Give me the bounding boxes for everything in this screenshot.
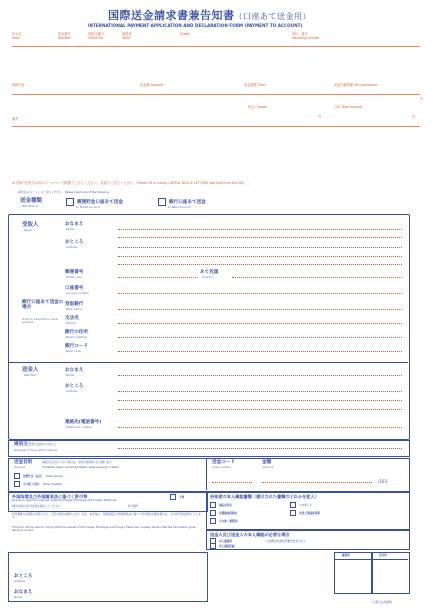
message-field[interactable]	[118, 448, 402, 449]
remitter-phone-field[interactable]	[118, 427, 402, 428]
payee-name-field-2[interactable]	[118, 237, 402, 238]
message-label: 通信文(英語又は独字のみ記入)	[14, 442, 56, 447]
purpose-other-checkbox[interactable]	[14, 481, 20, 487]
payee-country-field[interactable]	[232, 277, 402, 278]
route-bank-en: to Bank account	[168, 205, 191, 209]
bank-name-en: Bank name	[66, 307, 82, 311]
message-label-en: Message (if any) within spaces	[14, 448, 58, 452]
header-currency-label: 送金通貨 From	[244, 83, 266, 87]
remitter-address-field[interactable]	[118, 391, 402, 392]
remitter-address-en: Address	[66, 389, 78, 393]
header-total-yen: 円	[412, 115, 416, 119]
license-number-label: 許可番号	[128, 505, 139, 508]
id-doc-option-5[interactable]: その他（書類名）	[210, 518, 240, 524]
bank-code-field[interactable]	[118, 351, 402, 352]
header-handling-label: 受付・番号 Handling number	[292, 32, 320, 40]
declaration-jp: 告知義務の告知等の同意の上で、上記の送金を請求します。なお、本送金は、外国為替及び外国貿易法に基づく許可等が必要な場合は、その許可等を取得しています。	[12, 513, 202, 519]
license-note: (要)の場合は許可証等を提示してください。	[12, 505, 64, 508]
bank-code-en: Bank code	[66, 349, 81, 353]
payee-country-en: Country	[202, 275, 214, 279]
applicant-name-label: おなまえ	[14, 590, 33, 595]
route-label-en: Remittance	[22, 204, 38, 208]
id-doc-option-1[interactable]: 運転免許証	[210, 502, 232, 508]
payee-name-field[interactable]	[118, 229, 402, 230]
applicant-box	[8, 552, 208, 602]
purpose-code-en: Code number	[212, 465, 231, 469]
stamp-2-label: 受付印	[379, 554, 387, 557]
route-postal-checkbox[interactable]	[66, 198, 74, 206]
payee-label: 受取人	[22, 222, 39, 228]
purpose-amount-field[interactable]	[262, 482, 372, 483]
purpose-label: 送金目的	[14, 460, 33, 465]
bank-name-field[interactable]	[118, 309, 402, 310]
purpose-code-field[interactable]	[212, 482, 252, 483]
payee-country-label: あて先国	[200, 270, 219, 275]
license-unnecessary-option[interactable]: 不要	[170, 494, 184, 500]
bank-branch-field[interactable]	[118, 323, 402, 324]
remitter-name-field[interactable]	[118, 375, 402, 376]
header-yen-unit: 円	[420, 97, 424, 101]
id-doc-checkbox-2[interactable]	[290, 502, 296, 508]
payee-address-field[interactable]	[118, 247, 402, 248]
payee-label-en: Payee	[24, 228, 33, 232]
purpose-goods-checkbox[interactable]	[14, 473, 20, 479]
header-remarks-label: 備考	[12, 117, 19, 121]
instruction-text: ※太枠内を黒又は青のボールペンで楷書でご記入ください。英語でご記入ください。Please fill in using CAPITAL BLOCK LETTERS starting from the left.	[12, 181, 245, 185]
bank-address-en: Bank's address	[66, 335, 88, 339]
remitter-label: 送金人	[22, 367, 39, 373]
remitter-phone-en: Telephone number	[66, 425, 93, 429]
route-bank-checkbox[interactable]	[158, 198, 166, 206]
purpose-label-en: Purpose	[14, 465, 26, 469]
header-line-2	[12, 94, 420, 95]
license-unnecessary-checkbox[interactable]	[170, 494, 176, 500]
remitter-address-label: おところ	[65, 384, 84, 389]
payee-postal-field[interactable]	[118, 277, 198, 278]
header-line-1	[12, 46, 420, 47]
bank-code-label: 銀行コード	[65, 344, 88, 349]
purpose-amount-en: Amount	[262, 465, 273, 469]
purpose-divider	[206, 458, 207, 490]
payee-account-label: 口座番号	[65, 286, 84, 291]
payee-account-en: Account number	[66, 291, 90, 295]
id-docs-label: 告知者の本人確認書類（提示された書類のどれかを記入）	[210, 494, 319, 499]
header-charge-yen: 円	[318, 115, 322, 119]
purpose-code-suffix: /103	[378, 479, 387, 484]
purpose-code-label: 送金コード	[212, 460, 235, 465]
id-doc-option-3[interactable]: 各種健康保険証	[210, 510, 237, 516]
remitter-address-field-3[interactable]	[118, 409, 402, 410]
payee-postal-label: 郵便番号	[65, 270, 84, 275]
payee-name-label: おなまえ	[65, 222, 84, 227]
verify-checkbox-2[interactable]	[210, 543, 216, 549]
remitter-phone-label: 連絡先(電話番号)	[65, 420, 102, 425]
route-label: 送金種類	[20, 198, 43, 204]
verify-note: この国際送金請求書兼告知書に記入	[264, 540, 306, 543]
purpose-note-en: If detailed reason should be stated, please specify in detail.	[42, 466, 120, 469]
header-line-3	[12, 126, 420, 127]
route-bank-option[interactable]: 銀行口座あて送金	[158, 198, 206, 206]
header-total-label: 合計 Total amount	[334, 105, 363, 109]
id-doc-checkbox-3[interactable]	[210, 510, 216, 516]
purpose-goods-option[interactable]: 貨物代金（品目） Trade (items)	[14, 473, 63, 479]
payee-remitter-divider	[9, 362, 408, 363]
license-label: 外国為替及び外国貿易法に基づく許可等	[12, 494, 88, 499]
remitter-label-en: Remitter	[24, 373, 37, 377]
id-doc-checkbox-1[interactable]	[210, 502, 216, 508]
remitter-address-field-2[interactable]	[118, 400, 402, 401]
purpose-note: ※確定名がわからない場合は、内容を具体的に記入願います。	[42, 461, 114, 464]
applicant-address-label: おところ	[14, 574, 33, 579]
id-doc-checkbox-5[interactable]	[210, 518, 216, 524]
verify-label: 送金人及び送金人の本人確認が必要な場合	[210, 532, 290, 537]
applicant-address-en: Address	[14, 579, 26, 583]
header-amount-label: 送金額 Amount	[140, 83, 164, 87]
title-suffix: （口座あて送金用）	[234, 12, 311, 21]
verify-option-1[interactable]: 本人確認済	[210, 538, 232, 544]
footer-code: (当局又は営業用)	[372, 601, 393, 604]
id-doc-option-2[interactable]: パスポート	[290, 502, 312, 508]
purpose-other-option[interactable]: その他（内容） Other (Details)	[14, 481, 62, 487]
purpose-amount-label: 金額	[262, 460, 272, 465]
header-number-label: 送金番号 Number	[58, 32, 71, 40]
bank-branch-en: Branch	[66, 321, 76, 325]
payee-address-label: おところ	[65, 240, 84, 245]
license-label-en: License or approval required under the Foreign Exchange and Foreign Trade Law	[12, 499, 117, 502]
header-date-label: 年月日 Date	[12, 32, 22, 40]
bank-branch-label: 支店名	[65, 316, 79, 321]
payee-address-field-2[interactable]	[118, 256, 402, 257]
stamp-header-line	[334, 559, 408, 560]
payee-name-en: Name	[66, 227, 75, 231]
payee-address-en: Address	[66, 245, 78, 249]
route-postal-en: to Postal account	[76, 205, 101, 209]
remitter-name-en: Name	[66, 373, 75, 377]
bank-address-label: 銀行の住所	[65, 330, 88, 335]
remitter-name-label: おなまえ	[65, 368, 84, 373]
header-yen-equiv-label: 送金円換算額 Yen equivalent	[334, 83, 378, 87]
bank-name-label: 受取銀行	[65, 302, 84, 307]
page-subtitle: INTERNATIONAL PAYMENT APPLICATION AND DECLARATION FORM (PAYMENT TO ACCOUNT)	[88, 23, 303, 28]
id-doc-option-4[interactable]: 外国人登録証明書	[290, 510, 320, 516]
declaration-en: This form will be used to comply with the request of the Foreign Exchange and Foreign Trade Law. I hereby declare that the information given above is correct.	[12, 526, 196, 532]
bank-section-en: Only for payment to bank account	[22, 317, 58, 324]
applicant-name-en: Name	[14, 595, 23, 599]
check-instruction: ※該当の口に「レ」をご記入ください。 Please check one of the following.	[18, 191, 110, 194]
header-teller-label: 取扱者 Teller	[122, 32, 132, 40]
route-postal-option[interactable]: 郵便貯金口座あて送金	[66, 198, 123, 206]
stamp-1-label: 確認印	[342, 554, 350, 557]
payee-postal-en: Postal code	[66, 275, 82, 279]
header-office-label: 取扱店番号 Office No.	[88, 32, 104, 40]
payee-address-field-3[interactable]	[118, 264, 402, 265]
bank-address-field[interactable]	[118, 337, 402, 338]
header-date2-label: (Date)	[180, 32, 191, 36]
header-content-label: 取扱内容	[12, 83, 25, 87]
page-title: 国際送金請求書兼告知書（口座あて送金用）	[108, 9, 311, 22]
header-charge-label: 料金 Charge	[248, 105, 267, 109]
verify-option-2[interactable]: 本人確認記録	[210, 543, 235, 549]
bank-section-label: 銀行口座あて送金の場合	[22, 300, 64, 310]
payee-account-field[interactable]	[118, 293, 402, 294]
id-doc-checkbox-4[interactable]	[290, 510, 296, 516]
